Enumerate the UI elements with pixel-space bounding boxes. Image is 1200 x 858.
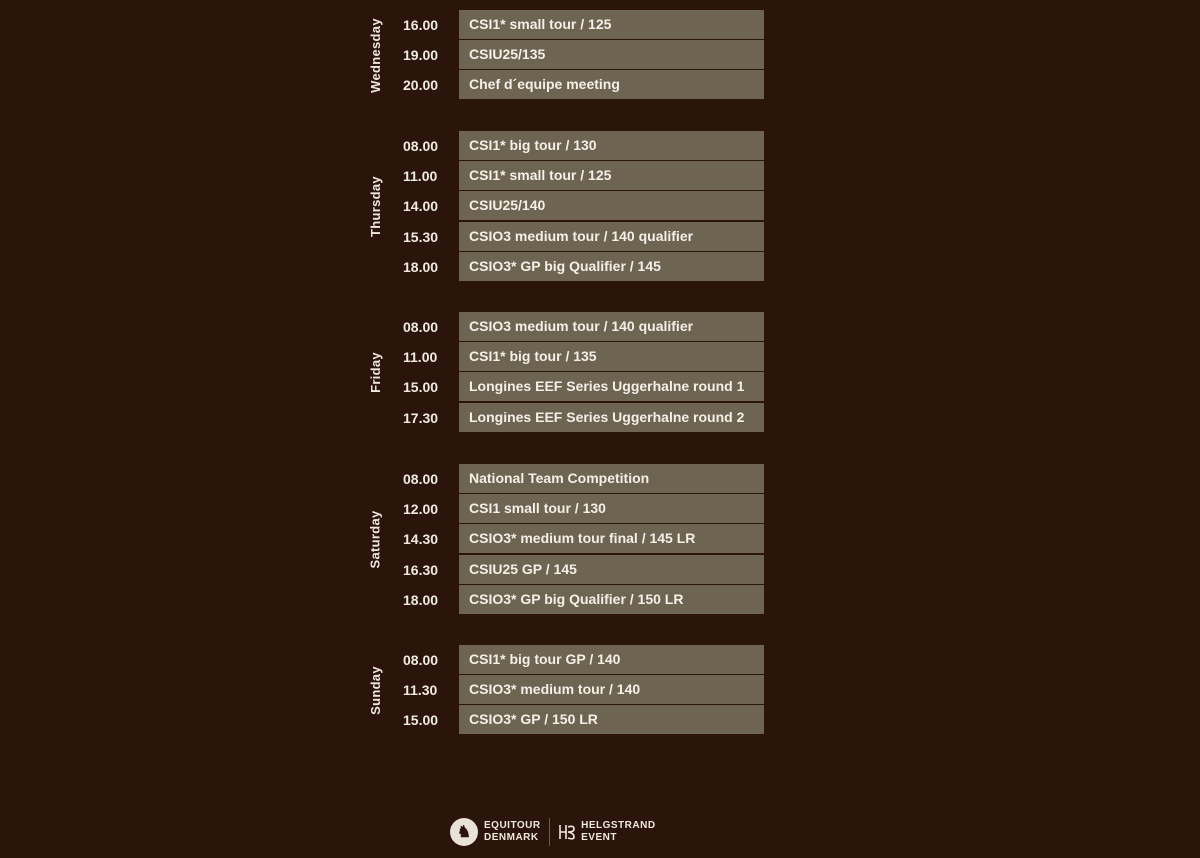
day-label-text: Sunday (367, 665, 383, 715)
schedule-row (360, 131, 770, 161)
schedule-row (360, 705, 770, 735)
schedule-row (360, 555, 770, 585)
schedule-row (360, 10, 770, 40)
equitour-line2: DENMARK (484, 832, 539, 843)
schedule-row (360, 372, 770, 402)
day-block-friday (360, 312, 770, 433)
event-time: 14.00 (403, 198, 439, 215)
equitour-horse-logo-icon: ♞ (450, 818, 478, 846)
helgstrand-wordmark (581, 820, 655, 844)
event-time: 15.00 (403, 379, 439, 396)
helgstrand-logo-icon (558, 823, 576, 841)
event-time: 08.00 (403, 471, 439, 487)
event-time: 20.00 (403, 77, 439, 94)
schedule-row (360, 675, 770, 705)
event-name: Longines EEF Series Uggerhalne round 1 (459, 372, 764, 401)
event-time: 08.00 (403, 319, 439, 335)
schedule-row (360, 312, 770, 342)
sponsor-footer (450, 812, 690, 852)
day-block-wednesday (360, 10, 770, 101)
footer-divider (549, 818, 551, 846)
schedule-row (360, 161, 770, 191)
event-name: CSIU25 GP / 145 (459, 555, 764, 584)
event-name: CSI1* small tour / 125 (459, 161, 764, 190)
schedule-row (360, 524, 770, 554)
schedule-row (360, 191, 770, 221)
day-label-text: Thursday (367, 176, 383, 237)
event-time: 15.00 (403, 712, 439, 729)
helgstrand-line2: EVENT (581, 832, 617, 843)
event-name: CSIO3* medium tour / 140 (459, 675, 764, 704)
event-time: 11.30 (403, 682, 438, 699)
event-time: 16.00 (403, 17, 439, 33)
schedule-row (360, 70, 770, 100)
schedule-row (360, 464, 770, 494)
equitour-line1: EQUITOUR (484, 820, 541, 831)
event-name: National Team Competition (459, 464, 764, 493)
event-name: CSIO3* GP big Qualifier / 145 (459, 252, 764, 281)
event-time: 08.00 (403, 138, 439, 154)
event-name: Longines EEF Series Uggerhalne round 2 (459, 403, 764, 432)
event-name: CSIO3* GP big Qualifier / 150 LR (459, 585, 764, 614)
event-time: 11.00 (403, 168, 438, 185)
schedule-row (360, 585, 770, 615)
event-time: 18.00 (403, 591, 439, 608)
schedule-row (360, 252, 770, 282)
event-time: 11.00 (403, 349, 438, 366)
day-block-thursday (360, 131, 770, 282)
event-name: CSI1* big tour / 130 (459, 131, 764, 160)
event-name: CSI1* big tour / 135 (459, 342, 764, 371)
event-name: CSIO3 medium tour / 140 qualifier (459, 222, 764, 251)
schedule-row (360, 40, 770, 70)
schedule-row (360, 494, 770, 524)
schedule-row (360, 342, 770, 372)
event-name: CSIU25/135 (459, 40, 764, 69)
event-name: CSI1* small tour / 125 (459, 10, 764, 39)
day-block-saturday (360, 464, 770, 615)
event-name: Chef d´equipe meeting (459, 70, 764, 99)
schedule-row (360, 403, 770, 433)
schedule-row (360, 222, 770, 252)
event-name: CSIU25/140 (459, 191, 764, 220)
day-block-sunday (360, 645, 770, 736)
event-time: 15.30 (403, 228, 439, 245)
event-time: 08.00 (403, 652, 439, 668)
equitour-wordmark (484, 820, 541, 844)
event-time: 12.00 (403, 501, 439, 518)
event-time: 19.00 (403, 47, 439, 64)
day-label-text: Saturday (367, 510, 383, 569)
event-time: 14.30 (403, 531, 439, 548)
event-name: CSIO3 medium tour / 140 qualifier (459, 312, 764, 341)
day-label-text: Wednesday (367, 17, 383, 93)
helgstrand-line1: HELGSTRAND (581, 820, 656, 831)
event-name: CSIO3* GP / 150 LR (459, 705, 764, 734)
event-time: 17.30 (403, 409, 439, 426)
event-time: 16.30 (403, 561, 439, 578)
event-name: CSIO3* medium tour final / 145 LR (459, 524, 764, 553)
day-label-text: Friday (367, 351, 383, 393)
event-time: 18.00 (403, 258, 439, 275)
event-name: CSI1 small tour / 130 (459, 494, 764, 523)
schedule-row (360, 645, 770, 675)
event-name: CSI1* big tour GP / 140 (459, 645, 764, 674)
